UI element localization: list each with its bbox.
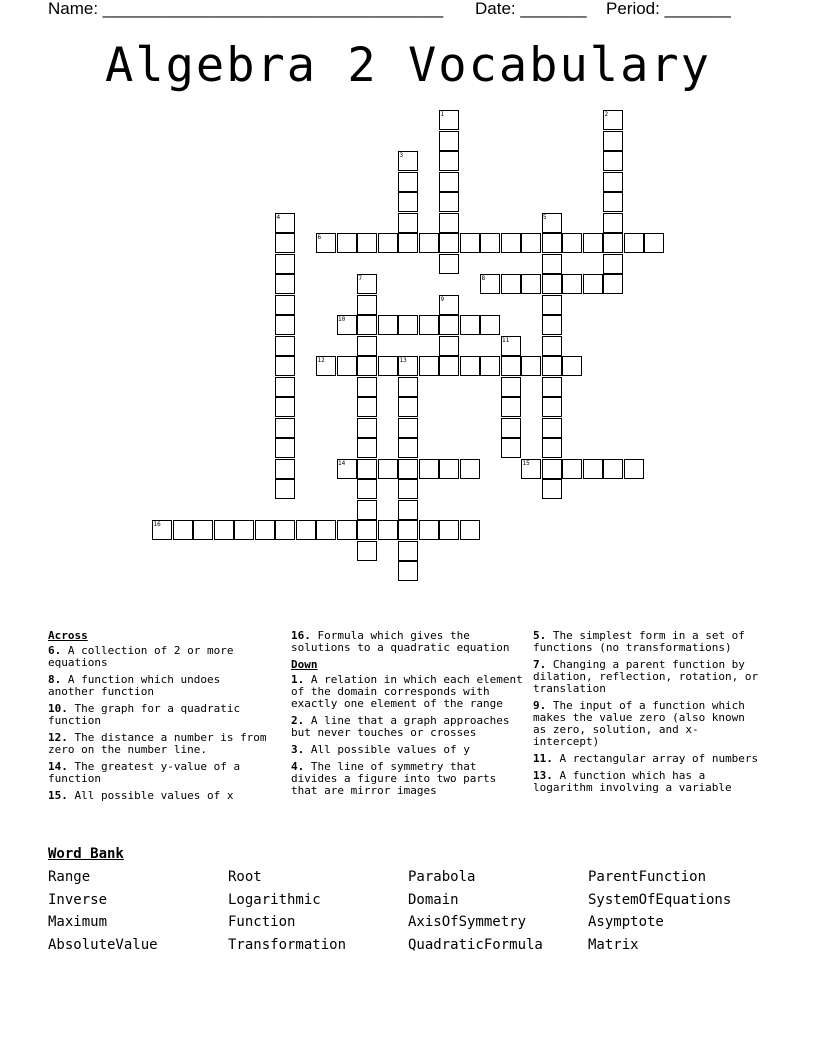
- crossword-cell[interactable]: [357, 418, 377, 438]
- crossword-cell[interactable]: [398, 213, 418, 233]
- word-bank-item: AbsoluteValue: [48, 937, 158, 953]
- crossword-cell[interactable]: [542, 274, 562, 294]
- crossword-cell[interactable]: [542, 295, 562, 315]
- clue-down-3: 3. All possible values of y: [291, 743, 470, 756]
- crossword-cell[interactable]: [275, 254, 295, 274]
- crossword-cell[interactable]: [398, 479, 418, 499]
- crossword-cell[interactable]: [501, 418, 521, 438]
- crossword-cell[interactable]: [275, 356, 295, 376]
- word-bank-item: Parabola: [408, 869, 476, 885]
- clue-number-label: 6: [317, 234, 322, 241]
- crossword-cell[interactable]: [357, 295, 377, 315]
- clue-across-15: 15. All possible values of x: [48, 789, 234, 802]
- crossword-cell[interactable]: [357, 541, 377, 561]
- crossword-cell[interactable]: [419, 459, 439, 479]
- crossword-cell[interactable]: [603, 274, 623, 294]
- crossword-cell[interactable]: [275, 336, 295, 356]
- crossword-cell[interactable]: [439, 213, 459, 233]
- crossword-cell[interactable]: [275, 418, 295, 438]
- clue-number-label: 13: [399, 357, 407, 364]
- word-bank-item: Transformation: [228, 937, 347, 953]
- crossword-cell[interactable]: [398, 561, 418, 581]
- clue-number-label: 7: [358, 275, 363, 282]
- clue-down-5: 5. The simplest form in a set of functions (no transformations): [533, 629, 745, 654]
- period-field-label[interactable]: Period: _______: [606, 0, 731, 18]
- crossword-cell[interactable]: [378, 520, 398, 540]
- clue-across-14: 14. The greatest y-value of a function: [48, 760, 241, 785]
- crossword-cell[interactable]: [357, 500, 377, 520]
- clue-number-label: 12: [317, 357, 325, 364]
- crossword-cell[interactable]: [419, 233, 439, 253]
- word-bank-item: Function: [228, 914, 296, 930]
- clue-number-label: 10: [338, 316, 346, 323]
- crossword-cell[interactable]: [603, 131, 623, 151]
- clue-across-8: 8. A function which undoes another function: [48, 673, 221, 698]
- word-bank-item: AxisOfSymmetry: [408, 914, 527, 930]
- crossword-cell[interactable]: [583, 274, 603, 294]
- clue-number-label: 1: [440, 111, 445, 118]
- crossword-cell[interactable]: [603, 151, 623, 171]
- crossword-cell[interactable]: [398, 397, 418, 417]
- word-bank-item: Logarithmic: [228, 892, 321, 908]
- crossword-cell[interactable]: [439, 315, 459, 335]
- clues-column-2: [291, 630, 523, 802]
- clue-across-6: 6. A collection of 2 or more equations: [48, 644, 234, 669]
- crossword-cell[interactable]: [337, 356, 357, 376]
- crossword-cell[interactable]: [234, 520, 254, 540]
- crossword-cell[interactable]: [398, 438, 418, 458]
- crossword-cell[interactable]: [419, 315, 439, 335]
- clue-number-label: 4: [276, 213, 281, 221]
- crossword-cell[interactable]: [398, 377, 418, 397]
- crossword-cell[interactable]: [583, 459, 603, 479]
- crossword-cell[interactable]: [398, 541, 418, 561]
- crossword-cell[interactable]: [357, 520, 377, 540]
- crossword-cell[interactable]: [542, 397, 562, 417]
- crossword-cell[interactable]: [480, 315, 500, 335]
- word-bank-item: Inverse: [48, 892, 108, 908]
- across-heading: Across: [48, 629, 88, 642]
- clue-down-7: 7. Changing a parent function by dilation, reflection, rotation, or translation: [533, 658, 759, 695]
- crossword-cell[interactable]: [521, 274, 541, 294]
- crossword-cell[interactable]: [439, 356, 459, 376]
- clue-number-label: 16: [153, 521, 161, 528]
- word-bank-title: Word Bank: [48, 846, 124, 862]
- crossword-cell[interactable]: [357, 479, 377, 499]
- crossword-cell[interactable]: [501, 377, 521, 397]
- crossword-cell[interactable]: [378, 315, 398, 335]
- crossword-cell[interactable]: [603, 213, 623, 233]
- crossword-cell[interactable]: [542, 459, 562, 479]
- crossword-cell[interactable]: [439, 131, 459, 151]
- page-title: Algebra 2 Vocabulary: [105, 38, 711, 93]
- crossword-cell[interactable]: [357, 459, 377, 479]
- word-bank-item: Asymptote: [588, 914, 664, 930]
- crossword-cell[interactable]: [501, 233, 521, 253]
- crossword-cell[interactable]: [378, 356, 398, 376]
- crossword-cell[interactable]: [562, 459, 582, 479]
- crossword-cell[interactable]: [583, 233, 603, 253]
- word-bank-item: Maximum: [48, 914, 108, 930]
- crossword-cell[interactable]: [296, 520, 316, 540]
- clue-number-label: 14: [338, 459, 346, 467]
- clue-number-label: 11: [502, 336, 510, 344]
- date-field-label[interactable]: Date: _______: [475, 0, 587, 18]
- clue-across-12: 12. The distance a number is from zero on the number line.: [48, 731, 267, 756]
- clues-column-3: [533, 630, 763, 799]
- crossword-cell[interactable]: [562, 356, 582, 376]
- clue-across-16: 16. Formula which gives the solutions to a quadratic equation: [291, 629, 510, 654]
- crossword-cell[interactable]: [357, 315, 377, 335]
- clue-down-2: 2. A line that a graph approaches but never touches or crosses: [291, 714, 510, 739]
- crossword-cell[interactable]: [480, 356, 500, 376]
- clues-column-1: [48, 630, 270, 807]
- crossword-cell[interactable]: [357, 233, 377, 253]
- clue-number-label: 5: [543, 213, 547, 221]
- crossword-cell[interactable]: [275, 315, 295, 335]
- crossword-cell[interactable]: [562, 274, 582, 294]
- clue-number-label: 8: [481, 275, 486, 282]
- crossword-cell[interactable]: [439, 254, 459, 274]
- crossword-cell[interactable]: [173, 520, 193, 540]
- word-bank-item: SystemOfEquations: [588, 892, 732, 908]
- crossword-cell[interactable]: [398, 418, 418, 438]
- crossword-cell[interactable]: [521, 233, 541, 253]
- crossword-cell[interactable]: [275, 479, 295, 499]
- crossword-cell[interactable]: [275, 377, 295, 397]
- crossword-cell[interactable]: [624, 233, 644, 253]
- crossword-cell[interactable]: [480, 233, 500, 253]
- crossword-cell[interactable]: [644, 233, 664, 253]
- crossword-cell[interactable]: [337, 520, 357, 540]
- crossword-cell[interactable]: [624, 459, 644, 479]
- clue-down-4: 4. The line of symmetry that divides a figure into two parts that are mirror images: [291, 760, 497, 797]
- crossword-cell[interactable]: [542, 254, 562, 274]
- crossword-cell[interactable]: [542, 377, 562, 397]
- crossword-cell[interactable]: [357, 377, 377, 397]
- crossword-cell[interactable]: [501, 274, 521, 294]
- clue-number-label: 3: [399, 152, 404, 159]
- crossword-cell[interactable]: [521, 356, 541, 376]
- word-bank-item: Root: [228, 869, 262, 885]
- clue-down-1: 1. A relation in which each element of the domain corresponds with exactly one element of the range: [291, 673, 523, 710]
- crossword-cell[interactable]: [357, 438, 377, 458]
- crossword-cell[interactable]: [357, 336, 377, 356]
- crossword-cell[interactable]: [255, 520, 275, 540]
- clue-down-13: 13. A function which has a logarithm involving a variable: [533, 769, 732, 794]
- word-bank-item: Range: [48, 869, 91, 885]
- crossword-cell[interactable]: [542, 315, 562, 335]
- clue-number-label: 9: [440, 295, 445, 303]
- crossword-cell[interactable]: [439, 459, 459, 479]
- word-bank-item: Domain: [408, 892, 459, 908]
- word-bank-item: Matrix: [588, 937, 639, 953]
- crossword-cell[interactable]: [193, 520, 213, 540]
- crossword-cell[interactable]: [357, 356, 377, 376]
- crossword-cell[interactable]: [275, 459, 295, 479]
- crossword-cell[interactable]: [398, 500, 418, 520]
- crossword-cell[interactable]: [214, 520, 234, 540]
- crossword-cell[interactable]: [562, 233, 582, 253]
- crossword-cell[interactable]: [398, 192, 418, 212]
- crossword-cell[interactable]: [603, 233, 623, 253]
- word-bank-item: QuadraticFormula: [408, 937, 543, 953]
- crossword-cell[interactable]: [275, 274, 295, 294]
- crossword-cell[interactable]: [419, 520, 439, 540]
- crossword-cell[interactable]: [439, 172, 459, 192]
- crossword-cell[interactable]: [398, 520, 418, 540]
- crossword-cell[interactable]: [460, 356, 480, 376]
- crossword-cell[interactable]: [439, 520, 459, 540]
- word-bank-item: ParentFunction: [588, 869, 707, 885]
- crossword-cell[interactable]: [603, 459, 623, 479]
- crossword-cell[interactable]: [378, 233, 398, 253]
- crossword-cell[interactable]: [275, 520, 295, 540]
- crossword-cell[interactable]: [460, 233, 480, 253]
- clue-number-label: 15: [522, 459, 530, 467]
- crossword-cell[interactable]: [275, 438, 295, 458]
- crossword-cell[interactable]: [460, 459, 480, 479]
- crossword-cell[interactable]: [439, 192, 459, 212]
- crossword-cell[interactable]: [398, 233, 418, 253]
- crossword-cell[interactable]: [542, 479, 562, 499]
- crossword-cell[interactable]: [275, 233, 295, 253]
- clue-across-10: 10. The graph for a quadratic function: [48, 702, 241, 727]
- crossword-cell[interactable]: [603, 254, 623, 274]
- crossword-cell[interactable]: [419, 356, 439, 376]
- clue-number-label: 2: [604, 111, 609, 118]
- crossword-cell[interactable]: [378, 459, 398, 479]
- clue-down-9: 9. The input of a function which makes the value zero (also known as zero, solution, and x-intercept): [533, 699, 745, 748]
- crossword-cell[interactable]: [603, 192, 623, 212]
- clue-down-11: 11. A rectangular array of numbers: [533, 752, 759, 765]
- crossword-cell[interactable]: [501, 397, 521, 417]
- crossword-cell[interactable]: [439, 336, 459, 356]
- crossword-cell[interactable]: [275, 295, 295, 315]
- crossword-cell[interactable]: [337, 233, 357, 253]
- crossword-cell[interactable]: [439, 233, 459, 253]
- crossword-cell[interactable]: [542, 438, 562, 458]
- crossword-cell[interactable]: [542, 356, 562, 376]
- crossword-cell[interactable]: [603, 172, 623, 192]
- crossword-cell[interactable]: [542, 233, 562, 253]
- crossword-cell[interactable]: [460, 315, 480, 335]
- crossword-cell[interactable]: [275, 397, 295, 417]
- crossword-cell[interactable]: [501, 438, 521, 458]
- crossword-cell[interactable]: [316, 520, 336, 540]
- crossword-cell[interactable]: [460, 520, 480, 540]
- crossword-cell[interactable]: [398, 172, 418, 192]
- crossword-cell[interactable]: [501, 356, 521, 376]
- down-heading: Down: [291, 658, 318, 671]
- crossword-cell[interactable]: [542, 418, 562, 438]
- crossword-cell[interactable]: [439, 151, 459, 171]
- crossword-cell[interactable]: [398, 315, 418, 335]
- crossword-cell[interactable]: [542, 336, 562, 356]
- name-field-label[interactable]: Name: ____________________________________: [48, 0, 444, 18]
- crossword-cell[interactable]: [398, 459, 418, 479]
- crossword-cell[interactable]: [357, 397, 377, 417]
